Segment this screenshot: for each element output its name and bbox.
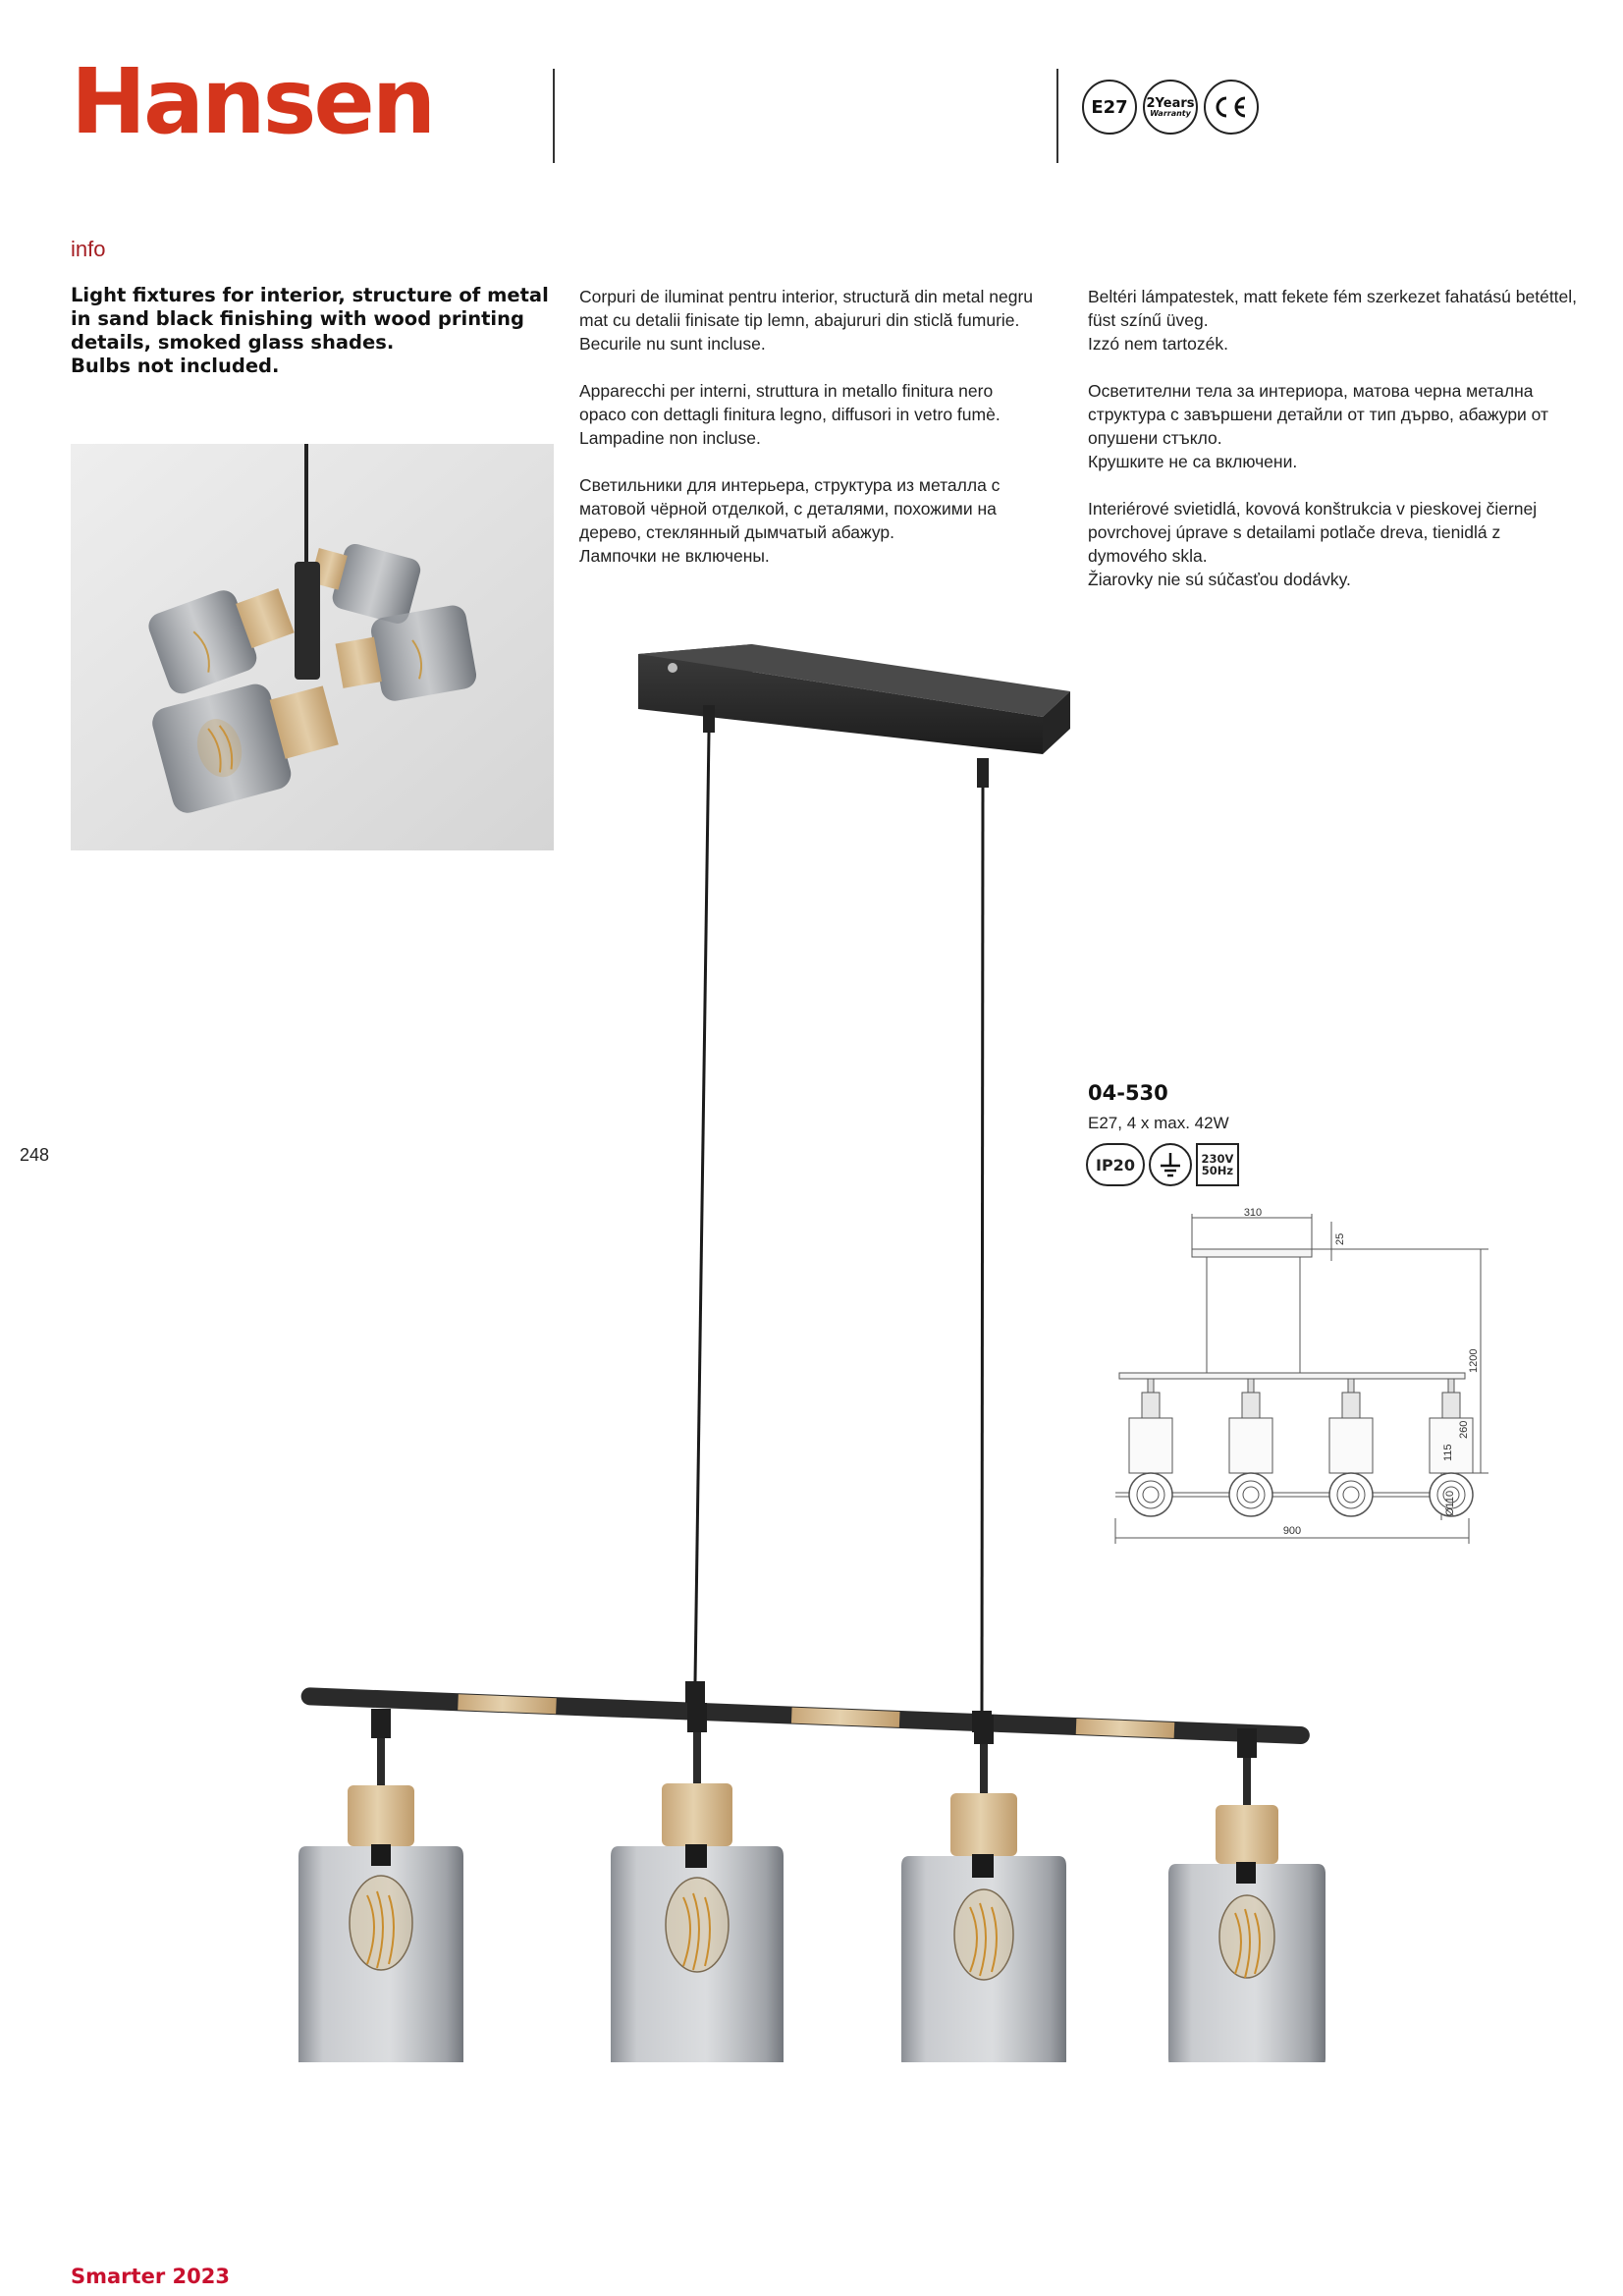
frequency-label: 50Hz [1201, 1164, 1234, 1177]
dim-glass-height: 115 [1442, 1444, 1454, 1461]
dim-length: 900 [1282, 1525, 1302, 1537]
drawing-shade [1129, 1379, 1172, 1473]
ground-class-icon [1149, 1143, 1192, 1186]
spec-icons [1086, 1143, 1239, 1186]
description-slovak: Interiérové svietidlá, kovová konštrukcia v pieskovej čiernej povrchovej úprave s detailami potlače dreva, tienidlá z dymového skla. Žiarovky nie sú súčasťou dodávky. [1088, 499, 1538, 589]
info-label: info [71, 237, 106, 261]
warranty-years: 2Years [1146, 95, 1195, 111]
voltage-label: 230V [1201, 1151, 1234, 1166]
ce-glyph [1213, 95, 1250, 119]
technical-drawing [1076, 1206, 1508, 1559]
drawing-ring [1129, 1473, 1172, 1516]
description-italian: Apparecchi per interni, struttura in metallo finitura nero opaco con dettagli finitura legno, diffusori in vetro fumè. Lampadine non incluse. [579, 381, 1001, 448]
warranty-label: Warranty [1150, 108, 1191, 118]
drawing-ring [1229, 1473, 1272, 1516]
model-code: 04-530 [1088, 1081, 1168, 1105]
e27-socket-icon [1082, 80, 1137, 135]
page-title: Hansen [71, 49, 434, 154]
description-bulgarian: Осветителни тела за интериора, матова черна метална структура с завършени детайли от тип дърво, абажури от опушени стъкло. Крушките не са включени. [1088, 381, 1549, 471]
dim-diameter: Ø110 [1444, 1490, 1456, 1516]
certification-badges [1082, 80, 1259, 135]
ip-rating-label: IP20 [1096, 1155, 1135, 1175]
socket-label: E27 [1091, 96, 1128, 118]
drawing-shades [1129, 1379, 1473, 1473]
warranty-icon [1143, 80, 1198, 135]
description-column-right [1088, 285, 1579, 615]
ip-rating-icon [1086, 1143, 1145, 1186]
description-romanian: Corpuri de iluminat pentru interior, structură din metal negru mat cu detalii finisate tip lemn, abajururi din sticlă fumurie. Becurile nu sunt incluse. [579, 287, 1034, 354]
description-russian: Светильники для интерьера, структура из металла с матовой чёрной отделкой, с деталями, похожими на дерево, стеклянный дымчатый абажур. Лампочки не включены. [579, 475, 1001, 566]
description-hungarian: Beltéri lámpatestek, matt fekete fém szerkezet fahatású betéttel, füst színű üveg. Izzó nem tartozék. [1088, 287, 1578, 354]
model-spec: E27, 4 x max. 42W [1088, 1114, 1229, 1132]
english-description: Light fixtures for interior, structure of metal in sand black finishing with wood printing details, smoked glass shades. Bulbs not included. [71, 284, 549, 377]
dim-canopy-width: 310 [1243, 1207, 1263, 1219]
header-divider-left [553, 69, 555, 163]
voltage-icon [1196, 1143, 1239, 1186]
drawing-shade [1229, 1379, 1272, 1473]
ground-symbol [1158, 1151, 1183, 1178]
description-column-middle [579, 285, 1041, 591]
ce-mark-icon [1204, 80, 1259, 135]
page-number: 248 [20, 1145, 50, 1165]
dim-total-height: 1200 [1468, 1348, 1480, 1373]
header-divider-right [1056, 69, 1058, 163]
dim-canopy-height: 25 [1334, 1232, 1346, 1245]
drawing-ring [1329, 1473, 1373, 1516]
footer-edition: Smarter 2023 [71, 2265, 230, 2288]
dim-shade-height: 260 [1458, 1420, 1470, 1439]
drawing-bottom-view [1129, 1473, 1473, 1516]
drawing-shade [1329, 1379, 1373, 1473]
